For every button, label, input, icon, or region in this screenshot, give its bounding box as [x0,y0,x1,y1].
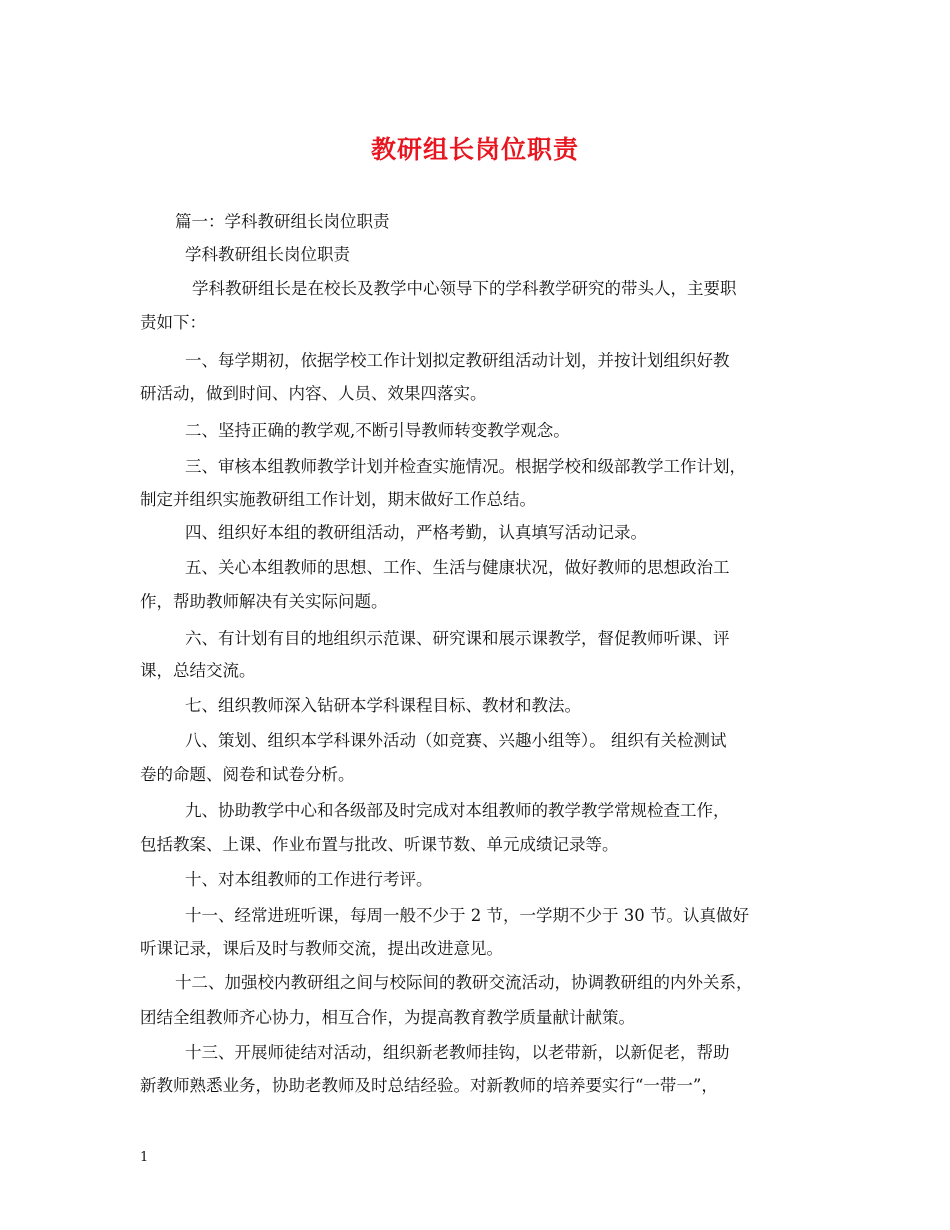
text-line: 三、审核本组教师教学计划并检查实施情况。根据学校和级部教学工作计划， [185,457,746,476]
text-line: 包括教案、上课、作业布置与批改、听课节数、单元成绩记录等。 [140,835,619,854]
text-line: 七、组织教师深入钻研本学科课程目标、教材和教法。 [185,696,581,715]
text-line: 二、坚持正确的教学观,不断引导教师转变教学观念。 [185,421,570,440]
text-line: 听课记录，课后及时与教师交流，提出改进意见。 [140,939,503,958]
text-line: 十、对本组教师的工作进行考评。 [185,870,433,889]
text-line: 责如下： [140,313,206,332]
sub-heading: 学科教研组长岗位职责 [185,245,350,264]
text-line: 制定并组织实施教研组工作计划，期末做好工作总结。 [140,490,536,509]
text-line: 研活动，做到时间、内容、人员、效果四落实。 [140,384,487,403]
text-line: 作，帮助教师解决有关实际问题。 [140,592,388,611]
text-line: 八、策划、组织本学科课外活动（如竞赛、兴趣小组等）。 组织有关检测试 [185,731,727,750]
text-line: 五、关心本组教师的思想、工作、生活与健康状况，做好教师的思想政治工 [185,558,730,577]
text-line: 学科教研组长是在校长及教学中心领导下的学科教学研究的带头人，主要职 [192,279,737,298]
text-line: 六、有计划有目的地组织示范课、研究课和展示课教学，督促教师听课、评 [185,629,730,648]
text-line: 卷的命题、阅卷和试卷分析。 [140,765,355,784]
text-line: 四、组织好本组的教研组活动，严格考勤，认真填写活动记录。 [185,523,647,542]
text-line: 十一、经常进班听课，每周一般不少于 2 节，一学期不少于 30 节。认真做好 [185,906,749,925]
text-line: 新教师熟悉业务，协助老教师及时总结经验。对新教师的培养要实行“一带一”， [140,1076,718,1095]
page-title: 教研组长岗位职责 [370,135,579,164]
text-line: 十三、开展师徒结对活动，组织新老教师挂钩，以老带新，以新促老，帮助 [185,1043,730,1062]
text-line: 一、每学期初，依据学校工作计划拟定教研组活动计划，并按计划组织好教 [185,351,730,370]
text-line: 课，总结交流。 [140,661,256,680]
text-line: 十二、加强校内教研组之间与校际间的教研交流活动，协调教研组的内外关系， [175,973,753,992]
text-line: 九、协助教学中心和各级部及时完成对本组教师的教学教学常规检查工作， [185,801,730,820]
section-heading: 篇一：学科教研组长岗位职责 [175,212,390,231]
page-number: 1 [140,1150,149,1165]
text-line: 团结全组教师齐心协力，相互合作，为提高教育教学质量献计献策。 [140,1008,635,1027]
